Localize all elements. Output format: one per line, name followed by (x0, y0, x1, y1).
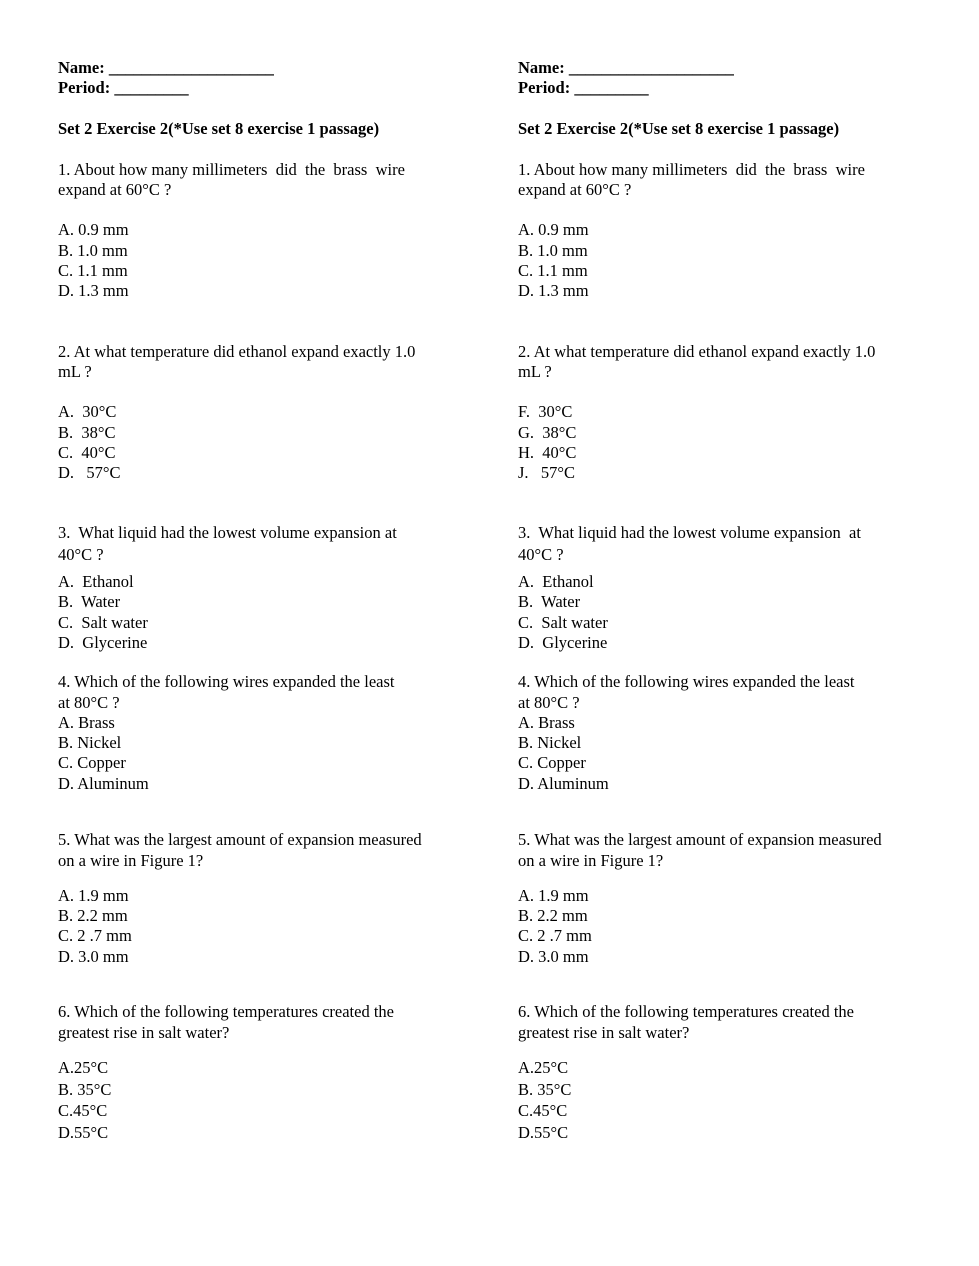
answer-option: G. 38°C (518, 422, 577, 442)
answer-option: C. Copper (518, 753, 586, 773)
question-3 (518, 523, 918, 653)
answer-option: J. 57°C (518, 463, 576, 483)
answer-option: C. 2 .7 mm (58, 926, 132, 946)
answer-option: A. Ethanol (518, 572, 594, 592)
answer-option: F. 30°C (518, 402, 573, 422)
name-field-label: Name: ____________________ (58, 58, 274, 77)
question-6 (58, 1002, 458, 1144)
answer-option: B. 38°C (58, 422, 116, 442)
answer-option: D. Aluminum (58, 773, 149, 793)
answer-option: C. Copper (58, 753, 126, 773)
question-5 (518, 830, 918, 967)
exercise-heading: Set 2 Exercise 2(*Use set 8 exercise 1 passage) (58, 118, 380, 138)
answer-option: B. 1.0 mm (518, 240, 588, 260)
question-1 (518, 160, 918, 302)
answer-option: B. Water (518, 592, 581, 612)
answer-option: A. Brass (518, 712, 575, 732)
answer-option: B. Water (58, 592, 121, 612)
answer-option: B. 2.2 mm (518, 905, 588, 925)
answer-option: C. 2 .7 mm (518, 926, 592, 946)
answer-option: D. 57°C (58, 463, 121, 483)
answer-option: D. 1.3 mm (58, 281, 129, 301)
question-3 (58, 523, 458, 653)
question-text-line: greatest rise in salt water? (518, 1023, 690, 1043)
question-text-line: 2. At what temperature did ethanol expand exactly 1.0 (58, 341, 416, 361)
question-text-line: greatest rise in salt water? (58, 1023, 230, 1043)
question-text-line: 4. Which of the following wires expanded the least (518, 672, 855, 692)
period-field-label: Period: _________ (518, 78, 649, 98)
answer-option: B. 1.0 mm (58, 240, 128, 260)
answer-option: H. 40°C (518, 442, 577, 462)
answer-option: A.25°C (58, 1058, 109, 1078)
answer-option: D.55°C (58, 1122, 109, 1142)
question-text-line: at 80°C ? (518, 692, 580, 712)
answer-option: D. 3.0 mm (58, 946, 129, 966)
question-4 (518, 672, 918, 794)
answer-option: D. 1.3 mm (518, 281, 589, 301)
question-text-line: 40°C ? (58, 544, 104, 564)
question-2 (58, 342, 458, 484)
answer-option: C. 1.1 mm (518, 261, 588, 281)
answer-option: A. 1.9 mm (58, 885, 129, 905)
answer-option: D. Glycerine (58, 632, 148, 652)
question-text-line: expand at 60°C ? (518, 180, 632, 200)
question-text-line: 6. Which of the following temperatures created the (58, 1001, 394, 1021)
answer-option: A. 0.9 mm (58, 220, 129, 240)
question-text-line: 5. What was the largest amount of expansion measured (58, 830, 422, 850)
worksheet-left (58, 58, 458, 1143)
period-field-label: Period: _________ (58, 78, 189, 98)
name-field-label: Name: ____________________ (518, 58, 734, 77)
question-text-line: 4. Which of the following wires expanded the least (58, 672, 395, 692)
answer-option: D. 3.0 mm (518, 946, 589, 966)
answer-option: D. Aluminum (518, 773, 609, 793)
question-text-line: 5. What was the largest amount of expansion measured (518, 830, 882, 850)
question-2 (518, 342, 918, 484)
answer-option: B. Nickel (58, 733, 122, 753)
answer-option: C. 40°C (58, 442, 116, 462)
question-text-line: at 80°C ? (58, 692, 120, 712)
answer-option: D. Glycerine (518, 632, 608, 652)
answer-option: C. Salt water (518, 612, 608, 632)
question-4 (58, 672, 458, 794)
question-text-line: mL ? (518, 361, 552, 381)
worksheet-right (518, 58, 918, 1143)
question-text-line: 3. What liquid had the lowest volume expansion at (518, 523, 861, 543)
answer-option: B. 2.2 mm (58, 905, 128, 925)
answer-option: B. 35°C (58, 1079, 112, 1099)
answer-option: A. 30°C (58, 402, 117, 422)
question-text-line: on a wire in Figure 1? (58, 851, 204, 871)
answer-option: C. 1.1 mm (58, 261, 128, 281)
question-text-line: expand at 60°C ? (58, 180, 172, 200)
answer-option: A.25°C (518, 1058, 569, 1078)
answer-option: A. Brass (58, 712, 115, 732)
question-5 (58, 830, 458, 967)
question-text-line: 40°C ? (518, 544, 564, 564)
question-text-line: on a wire in Figure 1? (518, 851, 664, 871)
question-text-line: 6. Which of the following temperatures created the (518, 1001, 854, 1021)
question-text-line: 1. About how many millimeters did the brass wire (58, 159, 405, 179)
answer-option: A. Ethanol (58, 572, 134, 592)
answer-option: C.45°C (58, 1101, 108, 1121)
question-text-line: 1. About how many millimeters did the brass wire (518, 159, 865, 179)
question-1 (58, 160, 458, 302)
question-6 (518, 1002, 918, 1144)
answer-option: C.45°C (518, 1101, 568, 1121)
answer-option: B. 35°C (518, 1079, 572, 1099)
answer-option: C. Salt water (58, 612, 148, 632)
exercise-heading: Set 2 Exercise 2(*Use set 8 exercise 1 passage) (518, 118, 840, 138)
answer-option: D.55°C (518, 1122, 569, 1142)
question-text-line: 3. What liquid had the lowest volume expansion at (58, 523, 397, 543)
answer-option: A. 1.9 mm (518, 885, 589, 905)
question-text-line: 2. At what temperature did ethanol expand exactly 1.0 (518, 341, 876, 361)
answer-option: A. 0.9 mm (518, 220, 589, 240)
answer-option: B. Nickel (518, 733, 582, 753)
question-text-line: mL ? (58, 361, 92, 381)
